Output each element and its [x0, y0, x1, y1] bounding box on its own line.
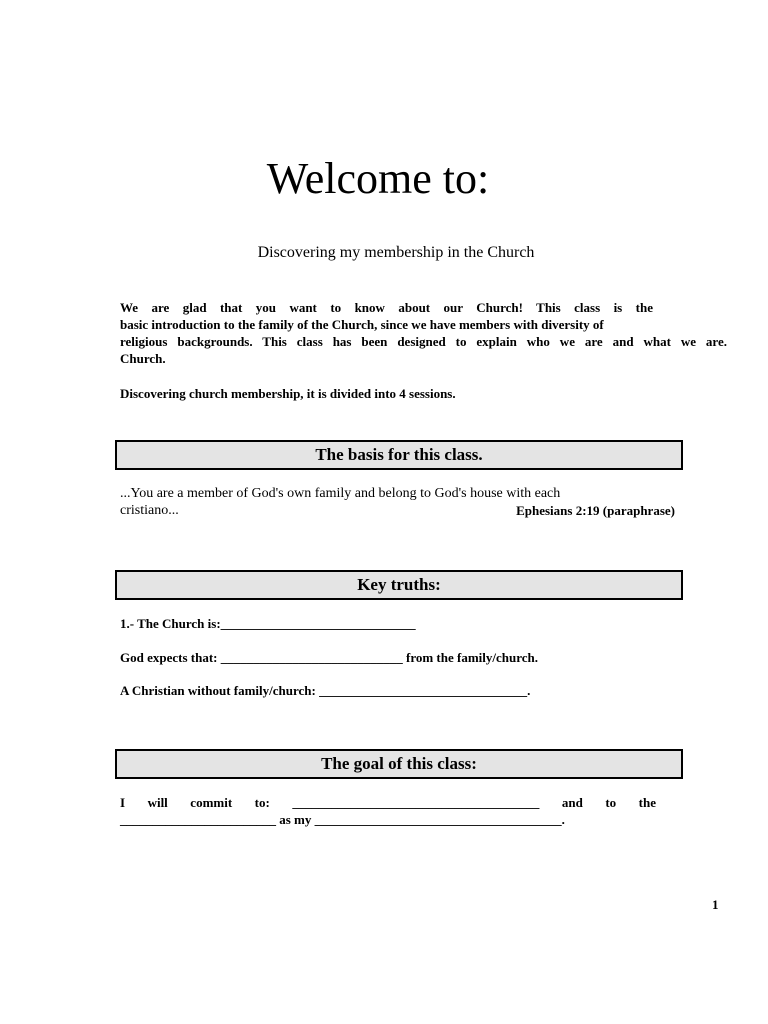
commit-blank: ______________________________________ [292, 795, 540, 810]
bible-quote [120, 485, 675, 519]
intro-line: religious backgrounds. This class has been designed to explain who we are and what we are. [120, 334, 727, 349]
sessions-note: Discovering church membership, it is divided into 4 sessions. [120, 386, 456, 401]
fill-in-christian-without: A Christian without family/church: ________________________________. [120, 683, 531, 698]
page-subtitle: Discovering my membership in the Church [257, 244, 535, 261]
page-title: Welcome to: [266, 154, 490, 203]
commit-word: the [638, 795, 656, 810]
fill-in-church-is: 1.- The Church is:______________________________ [120, 616, 416, 631]
quote-line: cristiano... [120, 503, 179, 518]
intro-paragraph [120, 299, 727, 367]
intro-line: Church. [120, 351, 166, 366]
section-heading-key-truths: Key truths: [115, 570, 683, 600]
commitment-line [120, 794, 656, 811]
commit-word: will [147, 795, 168, 810]
commitment-line: ________________________ as my ______________________________________. [120, 812, 565, 827]
commit-word: commit [190, 795, 233, 810]
commit-word: and [561, 795, 583, 810]
commit-word: to [605, 795, 617, 810]
section-heading-goal: The goal of this class: [115, 749, 683, 779]
page-number: 1 [712, 897, 719, 912]
scripture-reference: Ephesians 2:19 (paraphrase) [516, 503, 675, 518]
commit-word: I [120, 795, 126, 810]
intro-line: basic introduction to the family of the Church, since we have members with diversity of [120, 317, 604, 332]
section-heading-basis: The basis for this class. [115, 440, 683, 470]
intro-line: We are glad that you want to know about our Church! This class is the [120, 300, 653, 315]
commitment-statement [120, 794, 656, 828]
fill-in-god-expects: God expects that: ____________________________ from the family/church. [120, 650, 539, 665]
commit-word: to: [254, 795, 270, 810]
quote-line: ...You are a member of God's own family and belong to God's house with each [120, 486, 561, 501]
